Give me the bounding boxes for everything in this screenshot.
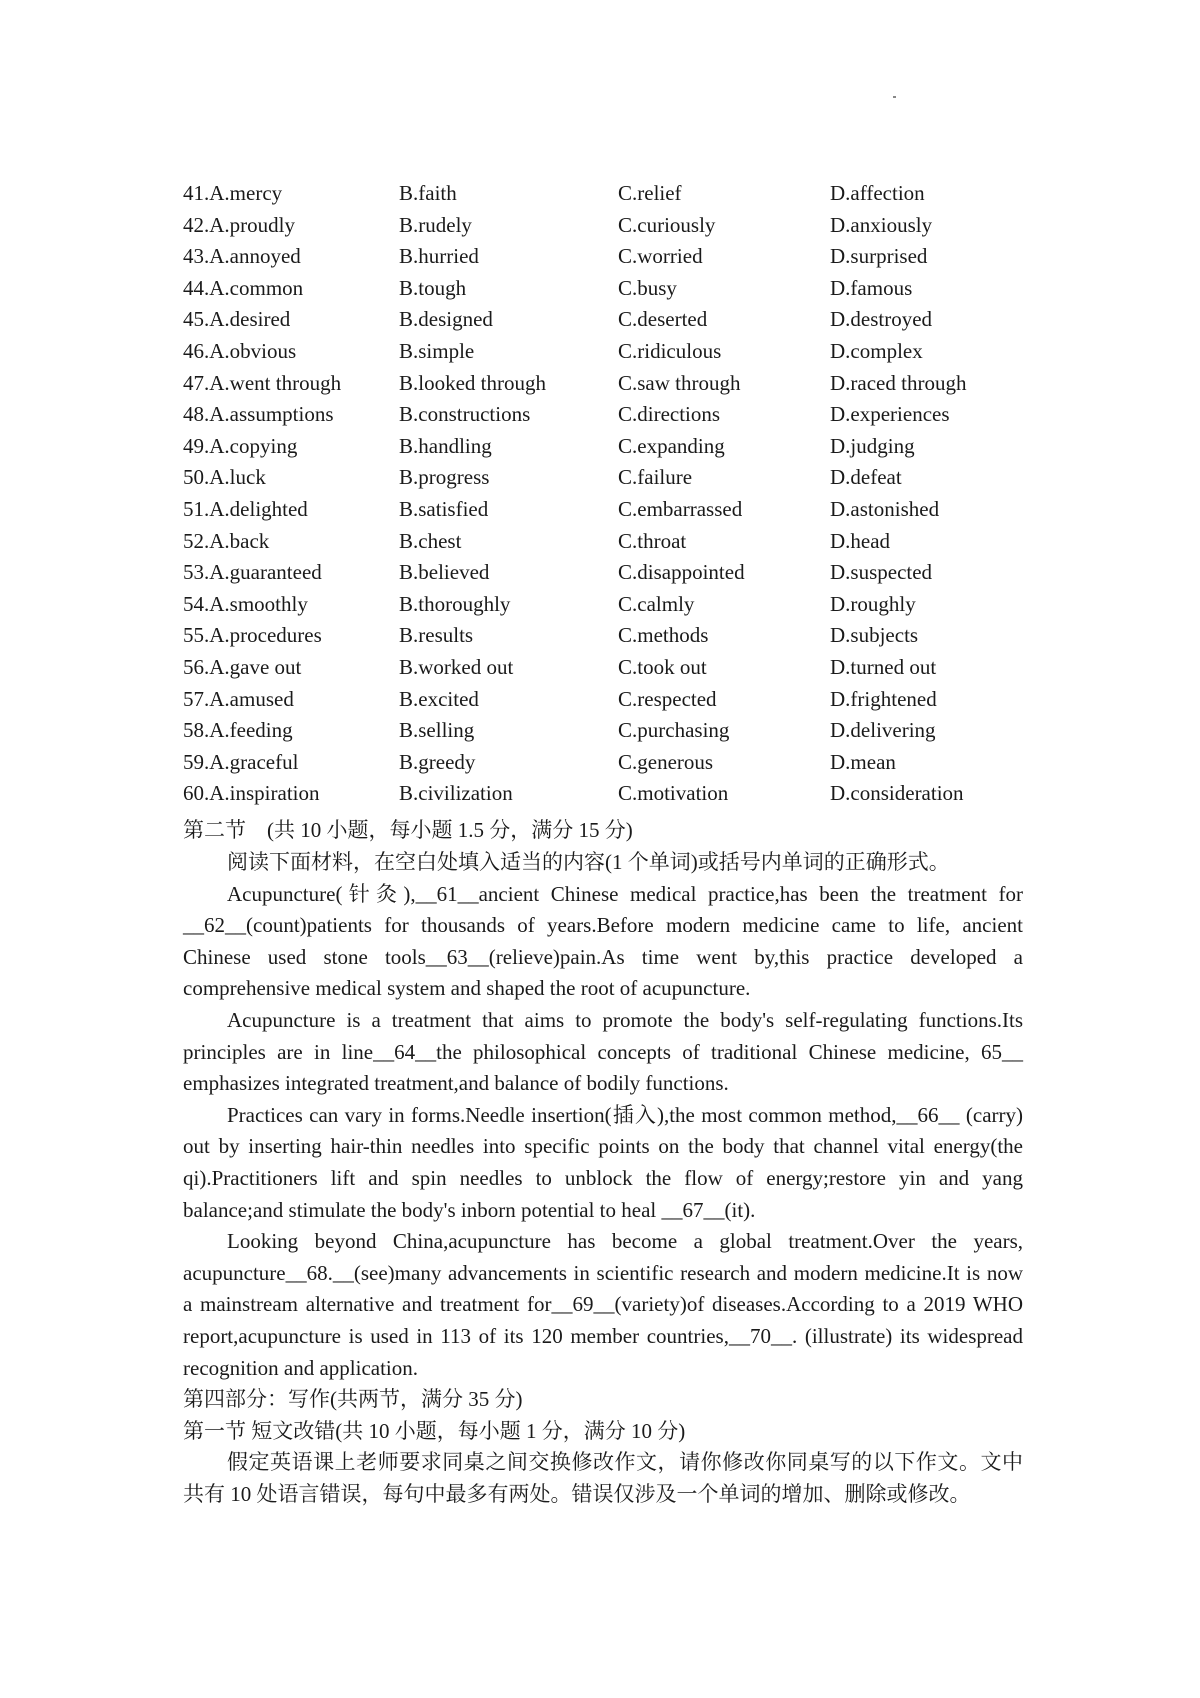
option-choice: B.hurried bbox=[399, 244, 479, 269]
option-row bbox=[183, 368, 1043, 400]
option-choice: D.subjects bbox=[830, 623, 919, 648]
option-choice: C.respected bbox=[618, 686, 717, 711]
option-choice: D.mean bbox=[830, 749, 896, 774]
option-choice: B.satisfied bbox=[399, 496, 489, 521]
option-row bbox=[183, 431, 1043, 463]
option-choice: 60.A.inspiration bbox=[183, 781, 320, 806]
section2-instruction: 阅读下面材料，在空白处填入适当的内容(1 个单词)或括号内单词的正确形式。 bbox=[227, 850, 950, 874]
option-choice: B.rudely bbox=[399, 212, 472, 237]
option-choice: D.affection bbox=[830, 181, 925, 205]
option-row bbox=[183, 715, 1043, 747]
option-row bbox=[183, 494, 1043, 526]
option-choice: B.tough bbox=[399, 275, 467, 300]
option-row bbox=[183, 778, 1043, 810]
option-choice: D.raced through bbox=[830, 370, 967, 395]
option-choice: C.worried bbox=[618, 244, 703, 269]
option-row bbox=[183, 620, 1043, 652]
option-choice: 48.A.assumptions bbox=[183, 402, 334, 427]
option-row bbox=[183, 399, 1043, 431]
option-choice: 43.A.annoyed bbox=[183, 244, 301, 269]
option-row bbox=[183, 684, 1043, 716]
option-choice: D.defeat bbox=[830, 465, 902, 490]
passage-paragraph-2: Acupuncture is a treatment that aims to promote the body's self-regulating functions.Its principles are in line__64__the philosophical concepts of traditional Chinese medicine, 65__ emphasizes integrated treatment,and balance of bodily functions. bbox=[183, 1007, 1023, 1096]
option-choice: D.anxiously bbox=[830, 212, 933, 237]
option-choice: C.deserted bbox=[618, 307, 708, 332]
option-choice: C.saw through bbox=[618, 370, 741, 395]
option-choice: C.motivation bbox=[618, 781, 729, 806]
option-choice: D.astonished bbox=[830, 496, 940, 521]
option-choice: B.greedy bbox=[399, 749, 476, 774]
option-choice: 44.A.common bbox=[183, 275, 304, 300]
option-choice: B.believed bbox=[399, 560, 490, 585]
option-row bbox=[183, 747, 1043, 779]
option-choice: D.frightened bbox=[830, 686, 937, 711]
passage-paragraph-3: Practices can vary in forms.Needle insertion(插入),the most common method,__66__ (carry) out by inserting hair-thin needles into specific points on the body that channel vital energy(the qi).Practitioners lift and spin needles to unblock the flow of energy;restore yin and yang balance;and stimulate the body's inborn potential to heal __67__(it). bbox=[183, 1102, 1023, 1222]
option-choice: 51.A.delighted bbox=[183, 496, 308, 521]
option-choice: C.busy bbox=[618, 275, 677, 300]
part4-section1-heading: 第一节 短文改错(共 10 小题，每小题 1 分，满分 10 分) bbox=[183, 1418, 686, 1443]
option-choice: D.judging bbox=[830, 433, 915, 458]
option-choice: 42.A.proudly bbox=[183, 212, 295, 237]
option-choice: D.complex bbox=[830, 338, 923, 363]
option-row bbox=[183, 557, 1043, 589]
option-choice: C.relief bbox=[618, 181, 682, 205]
option-choice: B.progress bbox=[399, 465, 490, 490]
option-choice: C.directions bbox=[618, 402, 721, 427]
option-choice: D.famous bbox=[830, 275, 913, 300]
option-choice: C.disappointed bbox=[618, 560, 745, 585]
option-choice: B.excited bbox=[399, 686, 479, 711]
option-choice: C.calmly bbox=[618, 591, 695, 616]
option-choice: C.curiously bbox=[618, 212, 716, 237]
option-choice: D.roughly bbox=[830, 591, 916, 616]
option-row bbox=[183, 462, 1043, 494]
option-choice: 56.A.gave out bbox=[183, 654, 302, 679]
option-choice: D.turned out bbox=[830, 654, 937, 679]
option-choice: 52.A.back bbox=[183, 528, 270, 553]
option-choice: 46.A.obvious bbox=[183, 338, 297, 363]
option-choice: B.faith bbox=[399, 181, 457, 205]
option-choice: B.selling bbox=[399, 718, 475, 743]
option-choice: 53.A.guaranteed bbox=[183, 560, 322, 585]
option-choice: D.head bbox=[830, 528, 891, 553]
cloze-options-table bbox=[183, 178, 1043, 810]
option-choice: C.methods bbox=[618, 623, 709, 648]
option-row bbox=[183, 241, 1043, 273]
option-choice: D.consideration bbox=[830, 781, 964, 806]
option-choice: 55.A.procedures bbox=[183, 623, 322, 648]
option-choice: B.civilization bbox=[399, 781, 513, 806]
option-choice: B.constructions bbox=[399, 402, 531, 427]
option-choice: 59.A.graceful bbox=[183, 749, 299, 774]
option-choice: 45.A.desired bbox=[183, 307, 291, 332]
option-choice: D.surprised bbox=[830, 244, 928, 269]
option-choice: C.generous bbox=[618, 749, 714, 774]
option-row bbox=[183, 589, 1043, 621]
option-choice: C.ridiculous bbox=[618, 338, 722, 363]
option-choice: B.results bbox=[399, 623, 474, 648]
option-choice: C.embarrassed bbox=[618, 496, 743, 521]
option-choice: B.thoroughly bbox=[399, 591, 511, 616]
option-choice: D.suspected bbox=[830, 560, 933, 585]
option-choice: 41.A.mercy bbox=[183, 181, 283, 205]
option-choice: D.experiences bbox=[830, 402, 950, 427]
option-row bbox=[183, 526, 1043, 558]
option-choice: C.throat bbox=[618, 528, 687, 553]
option-choice: D.delivering bbox=[830, 718, 936, 743]
option-choice: 58.A.feeding bbox=[183, 718, 293, 743]
option-choice: B.simple bbox=[399, 338, 475, 363]
section2-heading: 第二节 (共 10 小题，每小题 1.5 分，满分 15 分) bbox=[183, 818, 633, 842]
option-choice: 47.A.went through bbox=[183, 370, 342, 395]
option-choice: 50.A.luck bbox=[183, 465, 266, 490]
option-choice: C.purchasing bbox=[618, 718, 730, 743]
part4-heading: 第四部分：写作(共两节，满分 35 分) bbox=[183, 1387, 523, 1412]
passage-paragraph-4: Looking beyond China,acupuncture has become a global treatment.Over the years, acupuncture__68.__(see)many advancements in scientific research and modern medicine.It is now a mainstream alternative and treatment for__69__(variety)of diseases.According to a 2019 WHO report,acupuncture is used in 113 of its 120 member countries,__70__. (illustrate) its widespread recognition and application. bbox=[183, 1229, 1023, 1380]
part4-instruction: 假定英语课上老师要求同桌之间交换修改作文，请你修改你同桌写的以下作文。文中共有 10 处语言错误，每句中最多有两处。错误仅涉及一个单词的增加、删除或修改。 bbox=[183, 1450, 1023, 1506]
passage-paragraph-1: Acupuncture(针灸),__61__ancient Chinese medical practice,has been the treatment for __62__(count)patients for thousands of years.Before modern medicine came to life, ancient Chinese used stone tools__63__(relieve)pain.As time went by,this practice developed a comprehensive medical system and shaped the root of acupuncture. bbox=[183, 881, 1023, 1001]
option-choice: B.worked out bbox=[399, 654, 514, 679]
option-choice: B.chest bbox=[399, 528, 462, 553]
option-choice: B.looked through bbox=[399, 370, 546, 395]
option-row bbox=[183, 178, 1043, 210]
section2-body bbox=[183, 847, 1023, 1510]
option-choice: C.failure bbox=[618, 465, 693, 490]
option-row bbox=[183, 336, 1043, 368]
option-row bbox=[183, 273, 1043, 305]
option-choice: C.expanding bbox=[618, 433, 725, 458]
option-choice: 49.A.copying bbox=[183, 433, 298, 458]
option-row bbox=[183, 210, 1043, 242]
option-choice: C.took out bbox=[618, 654, 707, 679]
option-choice: D.destroyed bbox=[830, 307, 933, 332]
option-choice: 54.A.smoothly bbox=[183, 591, 308, 616]
option-row bbox=[183, 304, 1043, 336]
option-choice: 57.A.amused bbox=[183, 686, 294, 711]
option-choice: B.designed bbox=[399, 307, 493, 332]
option-choice: B.handling bbox=[399, 433, 492, 458]
option-row bbox=[183, 652, 1043, 684]
scan-speck bbox=[893, 96, 896, 98]
